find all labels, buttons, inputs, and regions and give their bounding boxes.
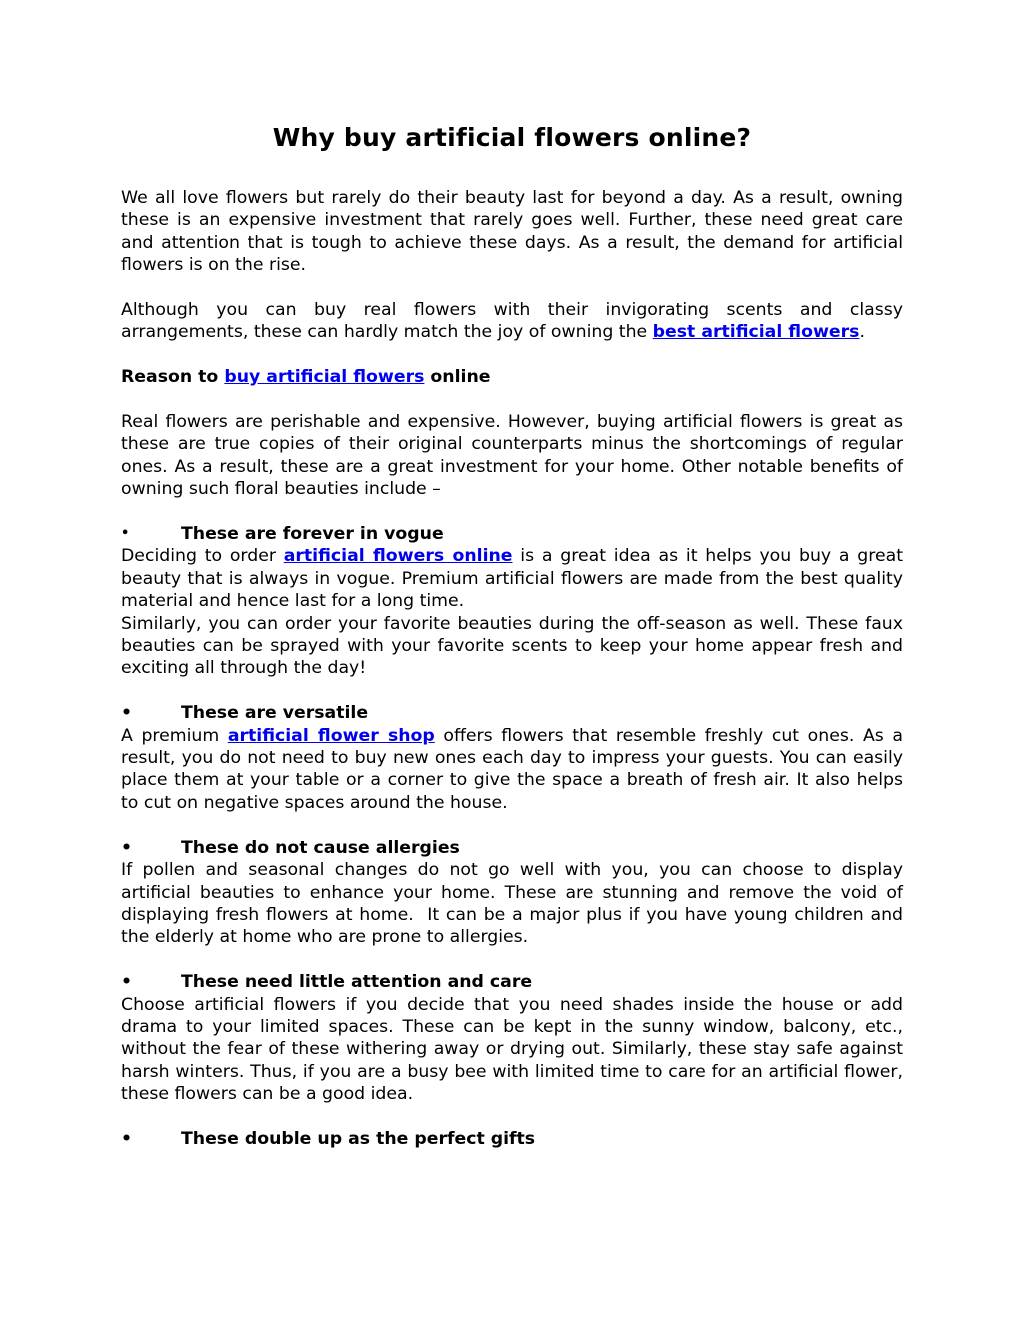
section-heading-care	[121, 971, 903, 993]
section-versatile-paragraph	[121, 725, 903, 815]
section-heading-text: These are forever in vogue	[181, 524, 444, 545]
section-allergies-paragraph: If pollen and seasonal changes do not go well with you, you can choose to display artificial beauties to enhance your home. These are stunning and remove the void of displaying fresh flowers at home. It can be a major plus if you have young children and the elderly at home who are prone to allergies.	[121, 860, 903, 948]
buy-artificial-flowers-link[interactable]: buy artificial flowers	[224, 367, 425, 388]
section-heading-text: These need little attention and care	[181, 972, 533, 993]
page-title: Why buy artificial flowers online?	[272, 123, 752, 152]
intro-p2-text-before: Although you can buy real flowers with their invigorating scents and classy arrangements, these can hardly match the joy of owning the	[121, 300, 903, 343]
section-care-paragraph: Choose artificial flowers if you decide that you need shades inside the house or add drama to your limited spaces. These can be kept in the sunny window, balcony, etc., without the fear of these withering away or drying out. Similarly, these stay safe against harsh winters. Thus, if you are a busy bee with limited time to care for an artificial flower, these flowers can be a good idea.	[121, 994, 903, 1105]
section-heading-gifts	[121, 1128, 903, 1150]
bullet-icon: •	[121, 1128, 133, 1149]
section-vogue-paragraph-2: Similarly, you can order your favorite beauties during the off-season as well. These faux beauties can be sprayed with your favorite scents to keep your home appear fresh and exciting all through the day!	[121, 613, 903, 679]
section-vogue-paragraph	[121, 545, 903, 612]
section-heading-text: These double up as the perfect gifts	[181, 1128, 536, 1149]
versatile-text-after: offers flowers that resemble freshly cut ones. As a result, you do not need to buy new ones each day to impress your guests. You can easily place them at your table or a corner to give the space a breath of fresh air. It also helps to cut on negative spaces around the house.	[121, 725, 903, 813]
section-heading-allergies	[121, 837, 903, 859]
vogue-text-before: Deciding to order	[121, 546, 284, 567]
reason-heading-after: online	[424, 367, 491, 388]
section-heading-text: These do not cause allergies	[181, 837, 460, 858]
versatile-text-before: A premium	[121, 725, 228, 746]
vogue-text-after: is a great idea as it helps you buy a great beauty that is always in vogue. Premium artificial flowers are made from the best quality material and hence last for a long time.	[121, 546, 903, 612]
section-heading-versatile	[121, 702, 903, 724]
reason-subheading	[121, 366, 903, 388]
reason-paragraph: Real flowers are perishable and expensive. However, buying artificial flowers is great as these are true copies of their original counterparts minus the shortcomings of regular ones. As a result, these are a great investment for your home. Other notable benefits of owning such floral beauties include –	[121, 412, 903, 500]
reason-heading-before: Reason to	[121, 367, 225, 388]
bullet-icon: •	[121, 703, 133, 724]
best-artificial-flowers-link[interactable]: best artificial flowers	[652, 322, 860, 343]
bullet-icon: •	[121, 526, 130, 542]
bullet-icon: •	[121, 837, 133, 858]
section-heading-vogue	[121, 523, 903, 545]
intro-p2-text-after: .	[859, 322, 865, 343]
section-heading-text: These are versatile	[181, 703, 369, 724]
document-page	[121, 118, 903, 1150]
artificial-flower-shop-link[interactable]: artificial flower shop	[227, 725, 435, 746]
intro-paragraph-2	[121, 299, 903, 344]
artificial-flowers-online-link[interactable]: artificial flowers online	[283, 546, 513, 567]
bullet-icon: •	[121, 972, 133, 993]
intro-paragraph-1: We all love flowers but rarely do their beauty last for beyond a day. As a result, owning these is an expensive investment that rarely goes well. Further, these need great care and attention that is tough to achieve these days. As a result, the demand for artificial flowers is on the rise.	[121, 188, 903, 276]
